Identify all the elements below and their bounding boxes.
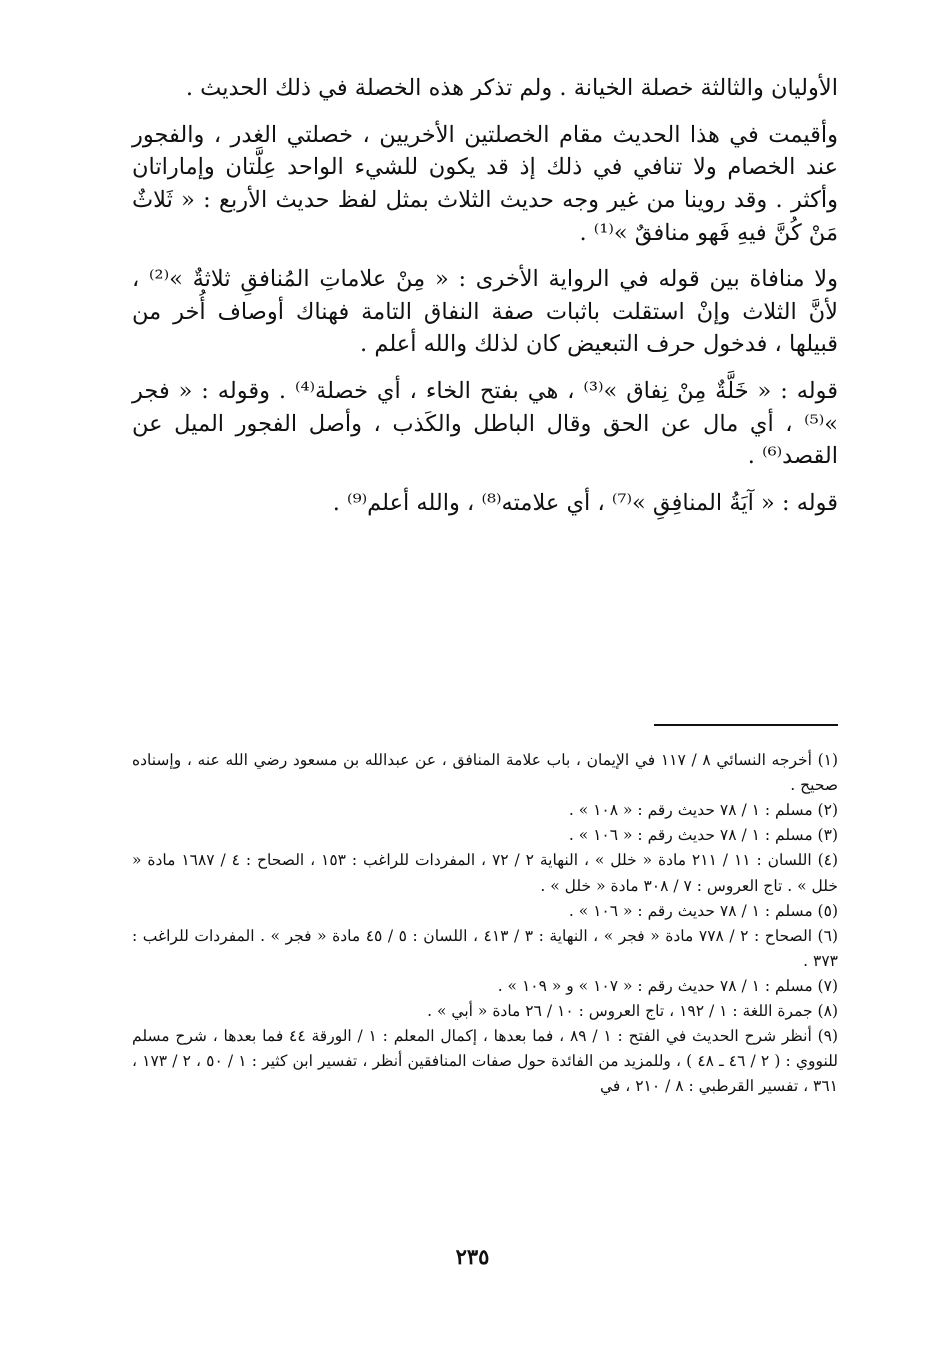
main-text: [132, 72, 838, 520]
footnote-2: (٢) مسلم : ١ / ٧٨ حديث رقم : « ١٠٨ » .: [568, 801, 838, 820]
paragraph-1: الأوليان والثالثة خصلة الخيانة . ولم تذكر هذه الخصلة في ذلك الحديث .: [185, 75, 838, 101]
footnote-8: (٨) جمرة اللغة : ١ / ١٩٢ ، تاج العروس : ١٠ / ٢٦ مادة « أبي » .: [427, 1002, 838, 1021]
footnote-1: (١) أخرجه النسائي ٨ / ١١٧ في الإيمان ، باب علامة المنافق ، عن عبدالله بن مسعود رضي الله عنه ، وإسناده صحيح .: [132, 751, 839, 795]
footnote-3: (٣) مسلم : ١ / ٧٨ حديث رقم : « ١٠٦ » .: [568, 826, 838, 845]
paragraph-5: قوله : « آيَةُ المنافِقِ »⁽⁷⁾ ، أي علامته⁽⁸⁾ ، والله أعلم⁽⁹⁾ .: [332, 489, 838, 516]
footnote-4: (٤) اللسان : ١١ / ٢١١ مادة « خلل » ، النهاية ٢ / ٧٢ ، المفردات للراغب : ١٥٣ ، الصحاح : ٤ / ١٦٨٧ مادة « خلل » . تاج العروس : ٧ / ٣٠٨ مادة « خلل » .: [132, 851, 839, 895]
footnote-7: (٧) مسلم : ١ / ٧٨ حديث رقم : « ١٠٧ » و « ١٠٩ » .: [497, 976, 838, 995]
page-number: ٢٣٥: [455, 1244, 490, 1269]
paragraph-4: قوله : « خَلَّةٌ مِنْ نِفاق »⁽³⁾ ، هي بفتح الخاء ، أي خصلة⁽⁴⁾ . وقوله : « فجر »⁽⁵⁾ ، أي مال عن الحق وقال الباطل والكَذب ، وأصل الفجور الميل عن القصد⁽⁶⁾ .: [132, 378, 839, 470]
footnote-6: (٦) الصحاح : ٢ / ٧٧٨ مادة « فجر » ، النهاية : ٣ / ٤١٣ ، اللسان : ٥ / ٤٥ مادة « فجر » . المفردات للراغب : ٣٧٣ .: [132, 926, 838, 970]
paragraph-2: وأقيمت في هذا الحديث مقام الخصلتين الأخريين ، خصلتي الغدر ، والفجور عند الخصام ولا تنافي في ذلك إذ قد يكون للشيء الواحد عِلَّتان وإماراتان وأكثر . وقد روينا من غير وجه حديث الثلاث بمثل لفظ حديث الأربع : « ثَلاثٌ مَنْ كُنَّ فيهِ فَهو منافقٌ »⁽¹⁾ .: [132, 121, 838, 246]
footnotes: [132, 748, 838, 1100]
footnote-5: (٥) مسلم : ١ / ٧٨ حديث رقم : « ١٠٦ » .: [568, 901, 838, 920]
paragraph-3: ولا منافاة بين قوله في الرواية الأخرى : « مِنْ علاماتِ المُنافقِ ثلاثةٌ »⁽²⁾ ، لأنَّ الثلاث وإنْ استقلت باثبات صفة النفاق التامة فهناك أوصاف أُخر من قبيلها ، فدخول حرف التبعيض كان لذلك والله أعلم .: [132, 266, 838, 358]
footnote-separator: [654, 724, 838, 726]
footnote-9: (٩) أنظر شرح الحديث في الفتح : ١ / ٨٩ ، فما بعدها ، إكمال المعلم : ١ / الورقة ٤٤ فما بعدها ، شرح مسلم للنووي : ( ٢ / ٤٦ ـ ٤٨ ) ، وللمزيد من الفائدة حول صفات المنافقين أنظر ، تفسير ابن كثير : ١ / ٥٠ ، ٢ / ١٧٣ ، ٣٦١ ، تفسير القرطبي : ٨ / ٢١٠ ، في: [132, 1027, 839, 1096]
